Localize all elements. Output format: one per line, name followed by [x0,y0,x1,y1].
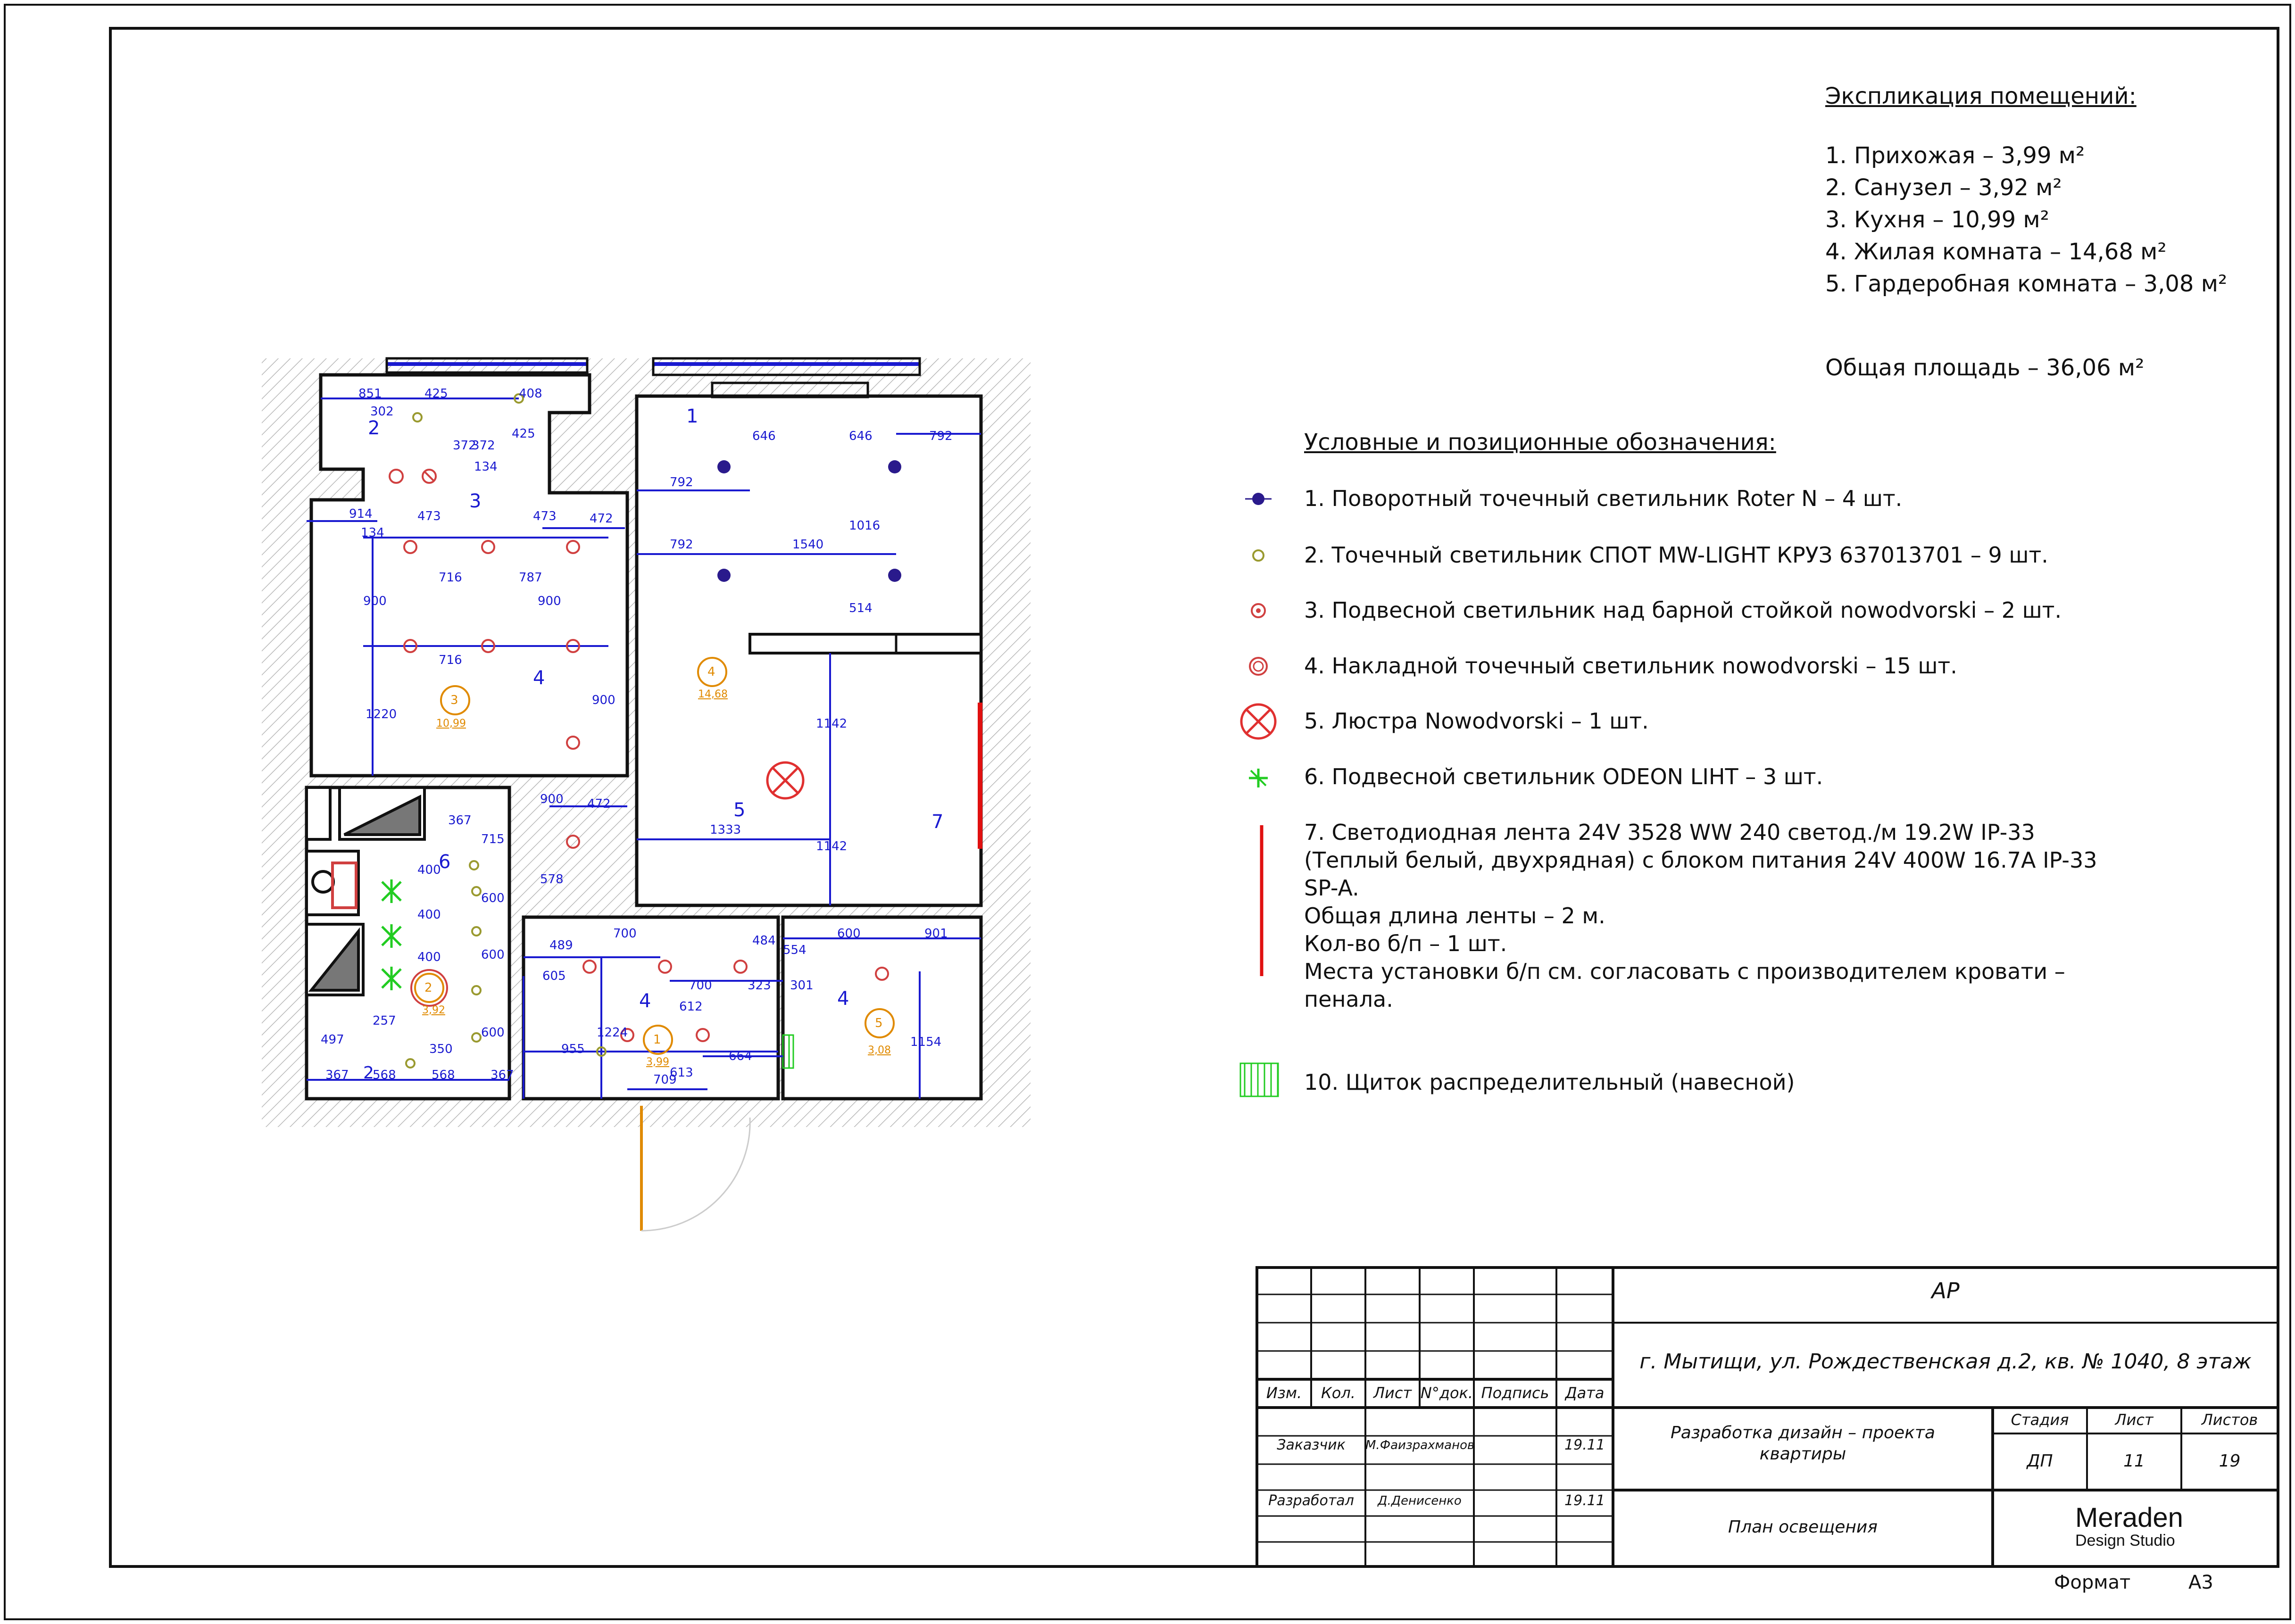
room-number-2: 2 [424,981,432,995]
legend-symbols [1240,493,1278,1096]
dimension-label: 367 [491,1068,514,1082]
callout-4c: 4 [837,988,849,1010]
explication-total: Общая площадь – 36,06 м² [1825,355,2145,381]
dimension-label: 1333 [710,823,741,837]
room-number-1: 1 [653,1033,661,1047]
dimension-label: 792 [670,475,693,489]
dimension-label: 367 [448,813,472,828]
explication-room-2: 2. Санузел – 3,92 м² [1825,174,2062,201]
dimension-label: 425 [424,387,448,401]
legend-item-5: 5. Люстра Nowodvorski – 1 шт. [1304,708,1649,734]
sheet-value: 11 [2123,1451,2145,1471]
dimension-label: 901 [924,927,948,941]
project-line-1: Разработка дизайн – проекта [1671,1423,1935,1442]
dimension-label: 367 [325,1068,349,1082]
dimension-label: 716 [439,653,462,667]
room-number-3: 3 [450,693,458,707]
callout-6: 6 [439,851,451,873]
dimension-label: 568 [373,1068,396,1082]
dimension-label: 257 [373,1014,396,1028]
dimension-label: 568 [432,1068,455,1082]
callout-3: 3 [469,490,482,512]
dimension-label: 301 [790,978,814,993]
dimension-label: 709 [653,1073,677,1087]
legend-item-10: 10. Щиток распределительный (навесной) [1304,1069,1795,1095]
dimension-label: 372 [472,439,495,453]
brand-subtitle: Design Studio [2075,1532,2175,1549]
dimension-label: 787 [519,571,542,585]
dimension-label: 612 [679,1000,703,1014]
dimension-label: 134 [474,460,498,474]
dimension-label: 900 [538,594,561,608]
dimension-label: 613 [670,1066,693,1080]
header-date: Дата [1565,1384,1605,1402]
dimension-label: 400 [417,950,441,964]
dimension-label: 514 [849,601,873,615]
header-signature: Подпись [1481,1384,1549,1402]
dimension-label: 600 [481,1026,505,1040]
dimension-label: 1142 [816,839,848,853]
header-list: Лист [1373,1384,1412,1402]
legend-item-7-line-3: SP-A. [1304,875,1359,901]
dimension-label: 600 [837,927,861,941]
legend-item-7-line-7: пенала. [1304,986,1393,1012]
dimension-label: 408 [519,387,542,401]
callout-4b: 4 [639,990,651,1012]
header-izm: Изм. [1266,1384,1302,1402]
floor-plan [262,358,1031,1231]
brand-name: Meraden [2075,1502,2183,1533]
dimension-label: 1154 [910,1035,942,1049]
room-area-2: 3,92 [422,1004,445,1016]
dimension-label: 700 [613,927,637,941]
dimension-label: 716 [439,571,462,585]
dimension-label: 372 [453,439,476,453]
dimension-label: 489 [549,938,573,953]
explication-room-3: 3. Кухня – 10,99 м² [1825,207,2049,233]
dimension-label: 851 [358,387,382,401]
room-area-1: 3,99 [646,1056,669,1068]
developer-date: 19.11 [1564,1492,1605,1509]
dimension-label: 578 [540,872,564,887]
dimension-label: 715 [481,832,505,846]
dimension-label: 955 [561,1042,585,1056]
legend-item-1: 1. Поворотный точечный светильник Roter N – 4 шт. [1304,486,1903,511]
dimension-label: 400 [417,908,441,922]
dimension-label: 484 [752,934,776,948]
dimension-label: 425 [512,427,535,441]
sheets-value: 19 [2219,1451,2241,1471]
dimension-label: 792 [670,538,693,552]
dimension-label: 472 [587,797,611,811]
explication-title: Экспликация помещений: [1825,83,2137,109]
room-area-5: 3,08 [868,1044,891,1056]
legend-item-7-line-5: Кол-во б/п – 1 шт. [1304,931,1507,956]
dimension-label: 1220 [366,707,397,721]
room-number-5: 5 [875,1016,883,1030]
dimension-label: 497 [321,1033,344,1047]
developer-name: Д.Денисенко [1378,1494,1462,1508]
callout-7: 7 [931,811,944,833]
dimension-label: 350 [429,1042,453,1056]
dimension-label: 646 [752,429,776,443]
dimension-label: 792 [929,429,953,443]
dimension-label: 472 [590,512,613,526]
legend-item-7-line-1: 7. Светодиодная лента 24V 3528 WW 240 светод./м 19.2W IP-33 [1304,820,2035,845]
dimension-label: 900 [592,693,615,707]
stage-value: ДП [2027,1451,2053,1471]
customer-role: Заказчик [1277,1437,1346,1453]
drawing-name: План освещения [1728,1517,1878,1537]
room-number-4: 4 [707,665,715,679]
explication-room-1: 1. Прихожая – 3,99 м² [1825,142,2085,169]
dimension-label: 1142 [816,717,848,731]
customer-name: М.Фаизрахманов [1365,1438,1475,1452]
format-value: А3 [2188,1572,2213,1593]
dimension-label: 664 [729,1049,752,1063]
dimension-label: 473 [417,509,441,523]
legend-item-6: 6. Подвесной светильник ODEON LIHT – 3 шт. [1304,764,1823,789]
format-label: Формат [2054,1572,2131,1593]
stage-header: Стадия [2011,1411,2069,1429]
customer-date: 19.11 [1564,1437,1605,1453]
explication-room-4: 4. Жилая комната – 14,68 м² [1825,239,2167,265]
sheet-header: Лист [2115,1411,2154,1429]
dimension-label: 914 [349,507,373,521]
legend-item-7-line-6: Места установки б/п см. согласовать с производителем кровати – [1304,959,2065,984]
callout-5: 5 [733,799,746,821]
dimension-label: 600 [481,948,505,962]
dimension-label: 134 [361,526,384,540]
header-doc: N°док. [1420,1384,1473,1402]
legend-item-7-line-4: Общая длина ленты – 2 м. [1304,903,1605,928]
titleblock-address: г. Мытищи, ул. Рождественская д.2, кв. № 1040, 8 этаж [1639,1350,2252,1374]
callout-1: 1 [686,406,698,427]
legend-title: Условные и позиционные обозначения: [1304,429,1776,456]
callout-2: 2 [368,417,380,439]
project-line-2: квартиры [1759,1444,1846,1464]
room-area-3: 10,99 [436,718,466,729]
sheets-header: Листов [2201,1411,2258,1429]
explication-room-5: 5. Гардеробная комната – 3,08 м² [1825,271,2228,297]
electrical-panel-mark [783,1035,793,1068]
dimension-label: 1016 [849,519,881,533]
legend-item-2: 2. Точечный светильник СПОТ MW-LIGHT КРУЗ 637013701 – 9 шт. [1304,542,2048,568]
dimension-label: 600 [481,891,505,905]
legend-item-3: 3. Подвесной светильник над барной стойкой nowodvorski – 2 шт. [1304,597,2062,623]
dimension-label: 646 [849,429,873,443]
titleblock-code: АР [1931,1278,1960,1303]
room-wardrobe [783,917,981,1099]
callout-4a: 4 [533,667,545,689]
dimension-label: 554 [783,943,807,957]
legend-item-7-line-2: (Теплый белый, двухрядная) с блоком питания 24V 400W 16.7A IP-33 [1304,847,2097,873]
legend-item-4: 4. Накладной точечный светильник nowodvorski – 15 шт. [1304,653,1957,679]
dimension-label: 605 [542,969,566,983]
callout-2b: 2 [363,1063,374,1083]
dimension-label: 473 [533,509,557,523]
dimension-label: 700 [689,978,712,993]
room-area-4: 14,68 [698,688,728,700]
dimension-label: 302 [370,405,394,419]
developer-role: Разработал [1268,1492,1354,1509]
dimension-label: 900 [363,594,387,608]
dimension-label: 400 [417,863,441,877]
dimension-label: 1540 [792,538,824,552]
dimension-label: 323 [748,978,771,993]
dimension-label: 900 [540,792,564,806]
header-kol: Кол. [1321,1384,1355,1402]
dimension-label: 1224 [597,1026,628,1040]
